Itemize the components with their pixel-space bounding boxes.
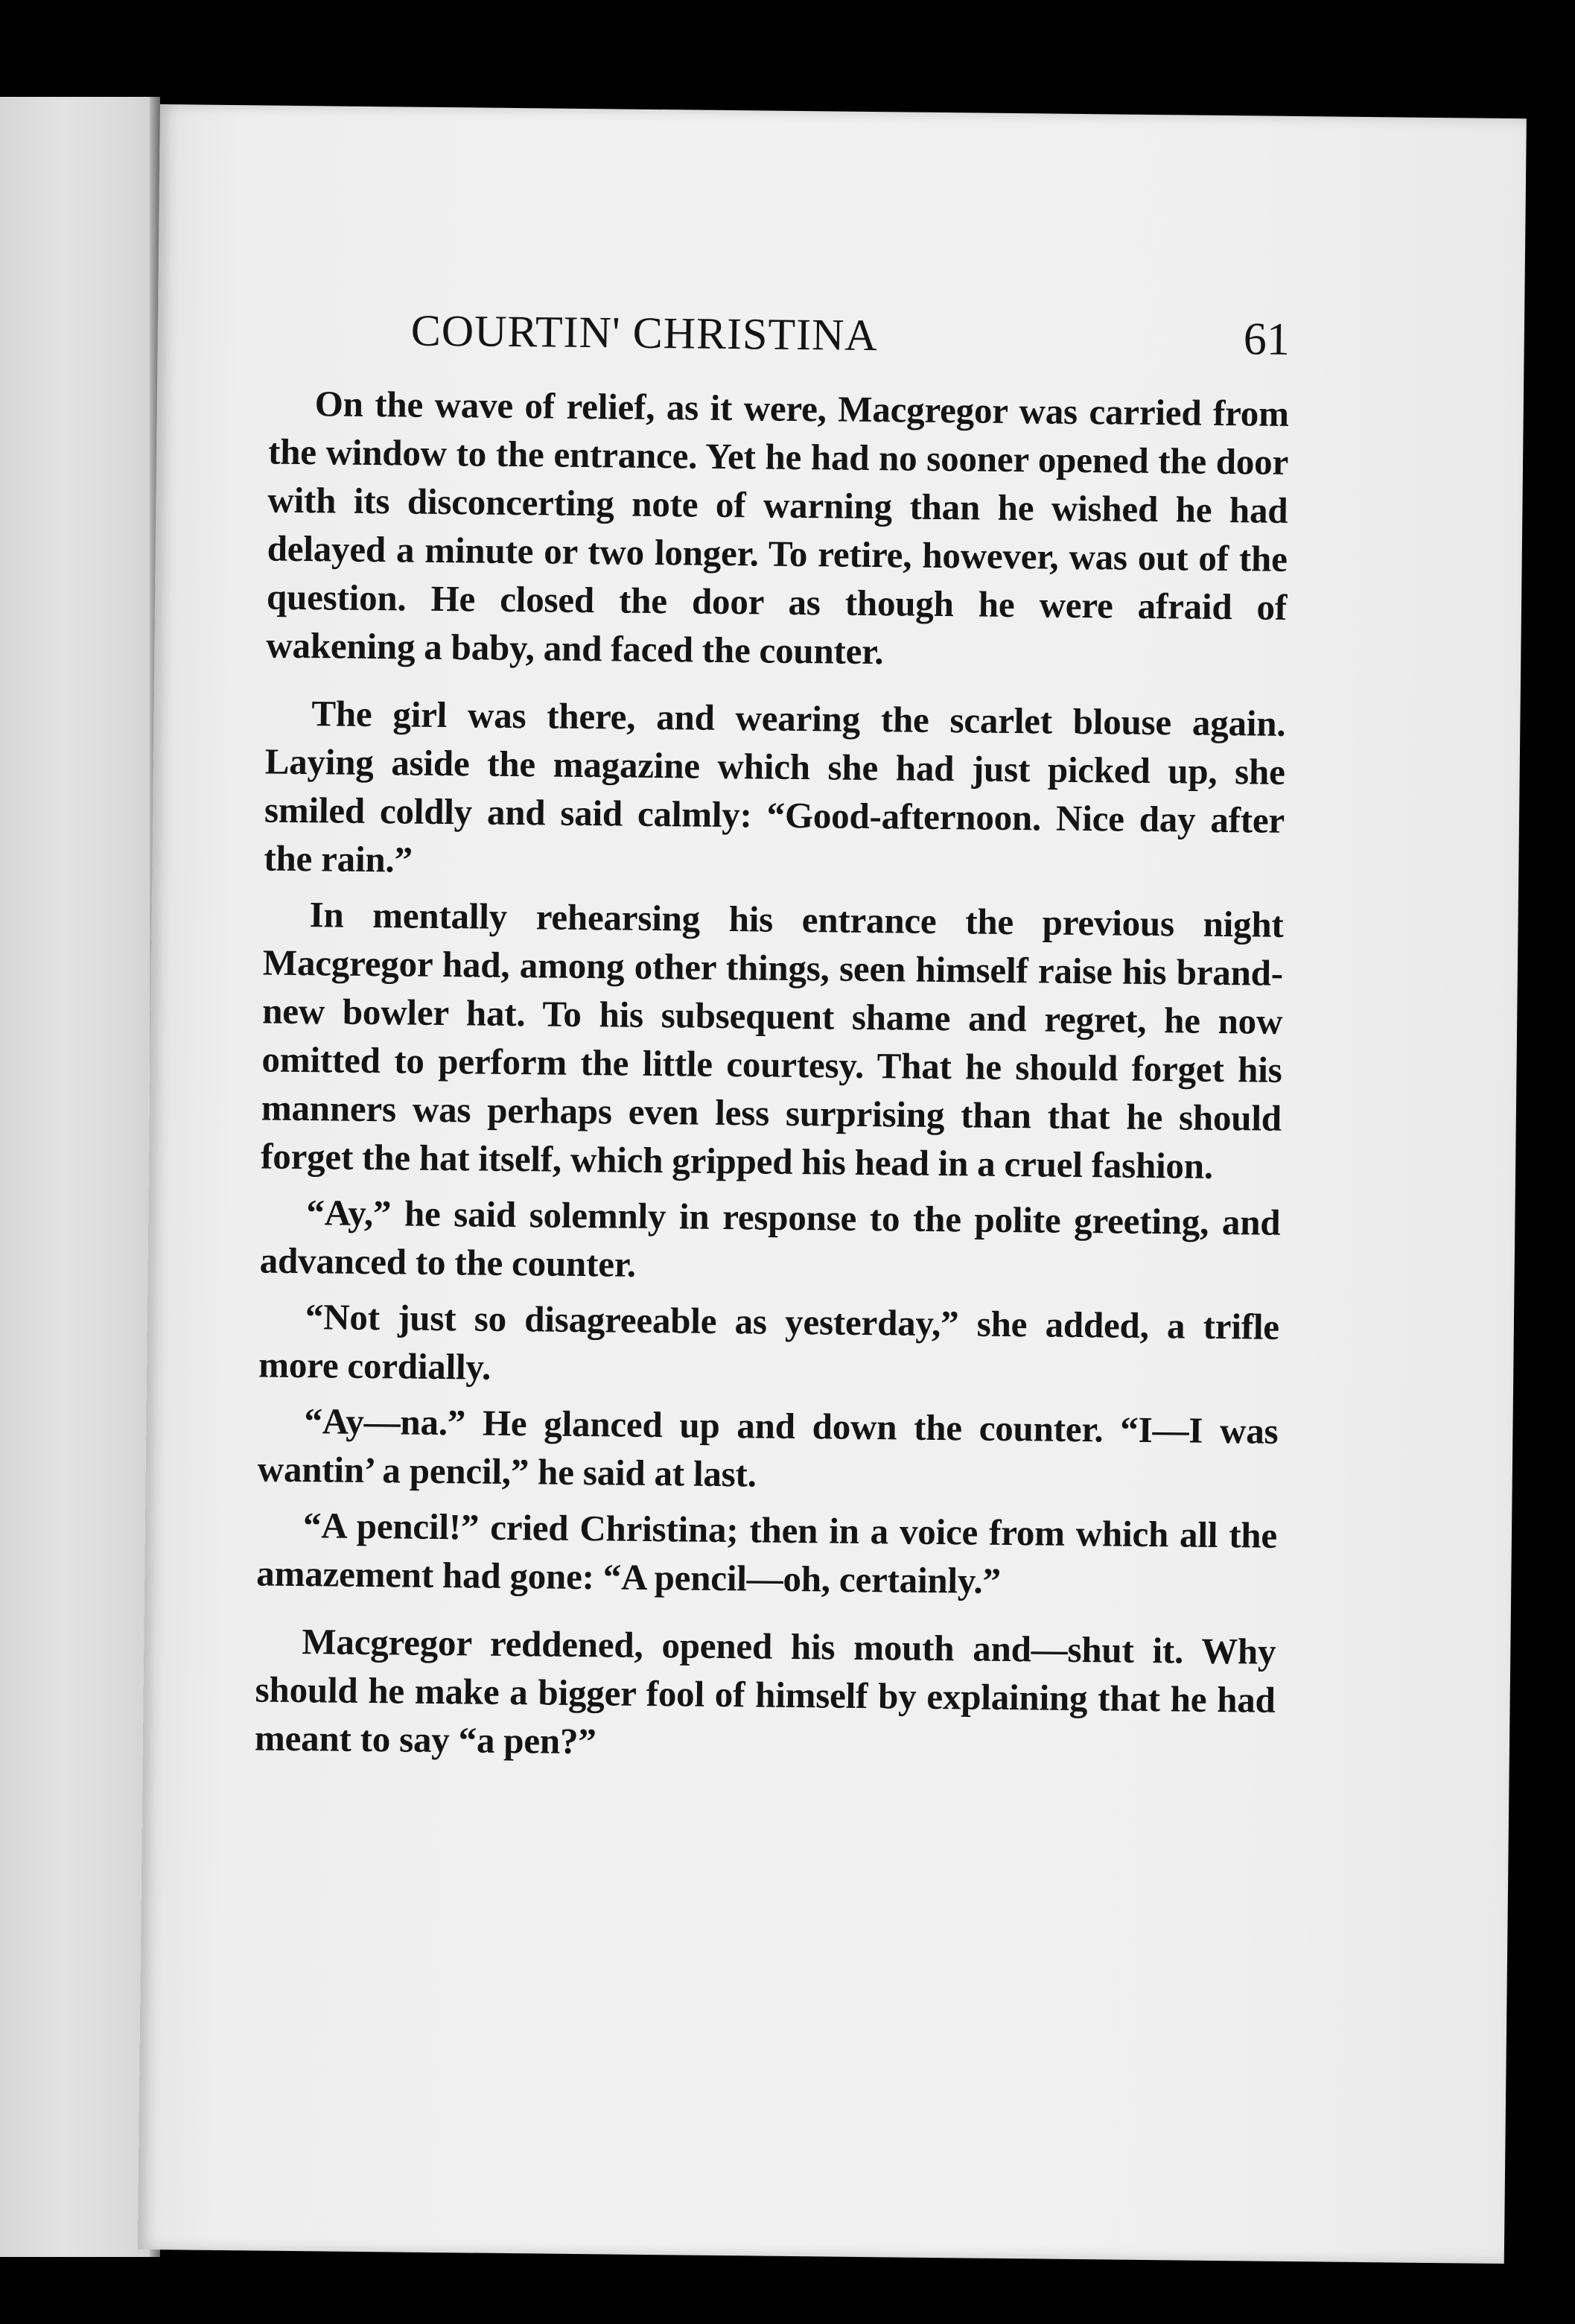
page-content: [255, 296, 1291, 1773]
paragraph: “A pencil!” cried Christina; then in a voice from which all the amazement had gone: “A pencil—oh, certainly.”: [256, 1505, 1278, 1601]
chapter-title: COURTIN' CHRISTINA: [410, 305, 879, 361]
running-head: [269, 296, 1290, 373]
paragraph: “Not just so disagreeable as yesterday,” she added, a trifle more cordially.: [258, 1296, 1280, 1388]
previous-page-edge: [0, 97, 160, 2257]
page-number: 61: [1243, 314, 1291, 365]
paragraph: “Ay,” he said solemnly in response to the polite greeting, and advanced to the counter.: [259, 1192, 1281, 1285]
paragraph: On the wave of relief, as it were, Macgregor was carried from the window to the entrance. Yet he had no sooner opened the door with its disconcerting note of warning than he wished he had delayed a minute or two longer. To retire, however, was out of the question. He closed the door as though he were afraid of wakening a baby, and faced the counter.: [266, 383, 1290, 673]
paragraph: The girl was there, and wearing the scarlet blouse again. Laying aside the magazine which she had just picked up, she smiled coldly and said calmly: “Good-afternoon. Nice day after the rain.”: [264, 693, 1286, 880]
paragraph: Macgregor reddened, opened his mouth and—shut it. Why should he make a bigger fool of himself by explaining that he had meant to say “a pen?”: [254, 1621, 1276, 1762]
book-page: [138, 104, 1527, 2264]
paragraph: “Ay—na.” He glanced up and down the counter. “I—I was wantin’ a pencil,” he said at last.: [257, 1400, 1279, 1495]
paragraph: In mentally rehearsing his entrance the previous night Macgregor had, among other things, seen himself raise his brand-new bowler hat. To his subsequent shame and regret, he now omitted to perform the little courtesy. That he should forget his manners was perhaps even less surprising than that he should forget the hat itself, which gripped his head in a cruel fashion.: [260, 894, 1284, 1187]
